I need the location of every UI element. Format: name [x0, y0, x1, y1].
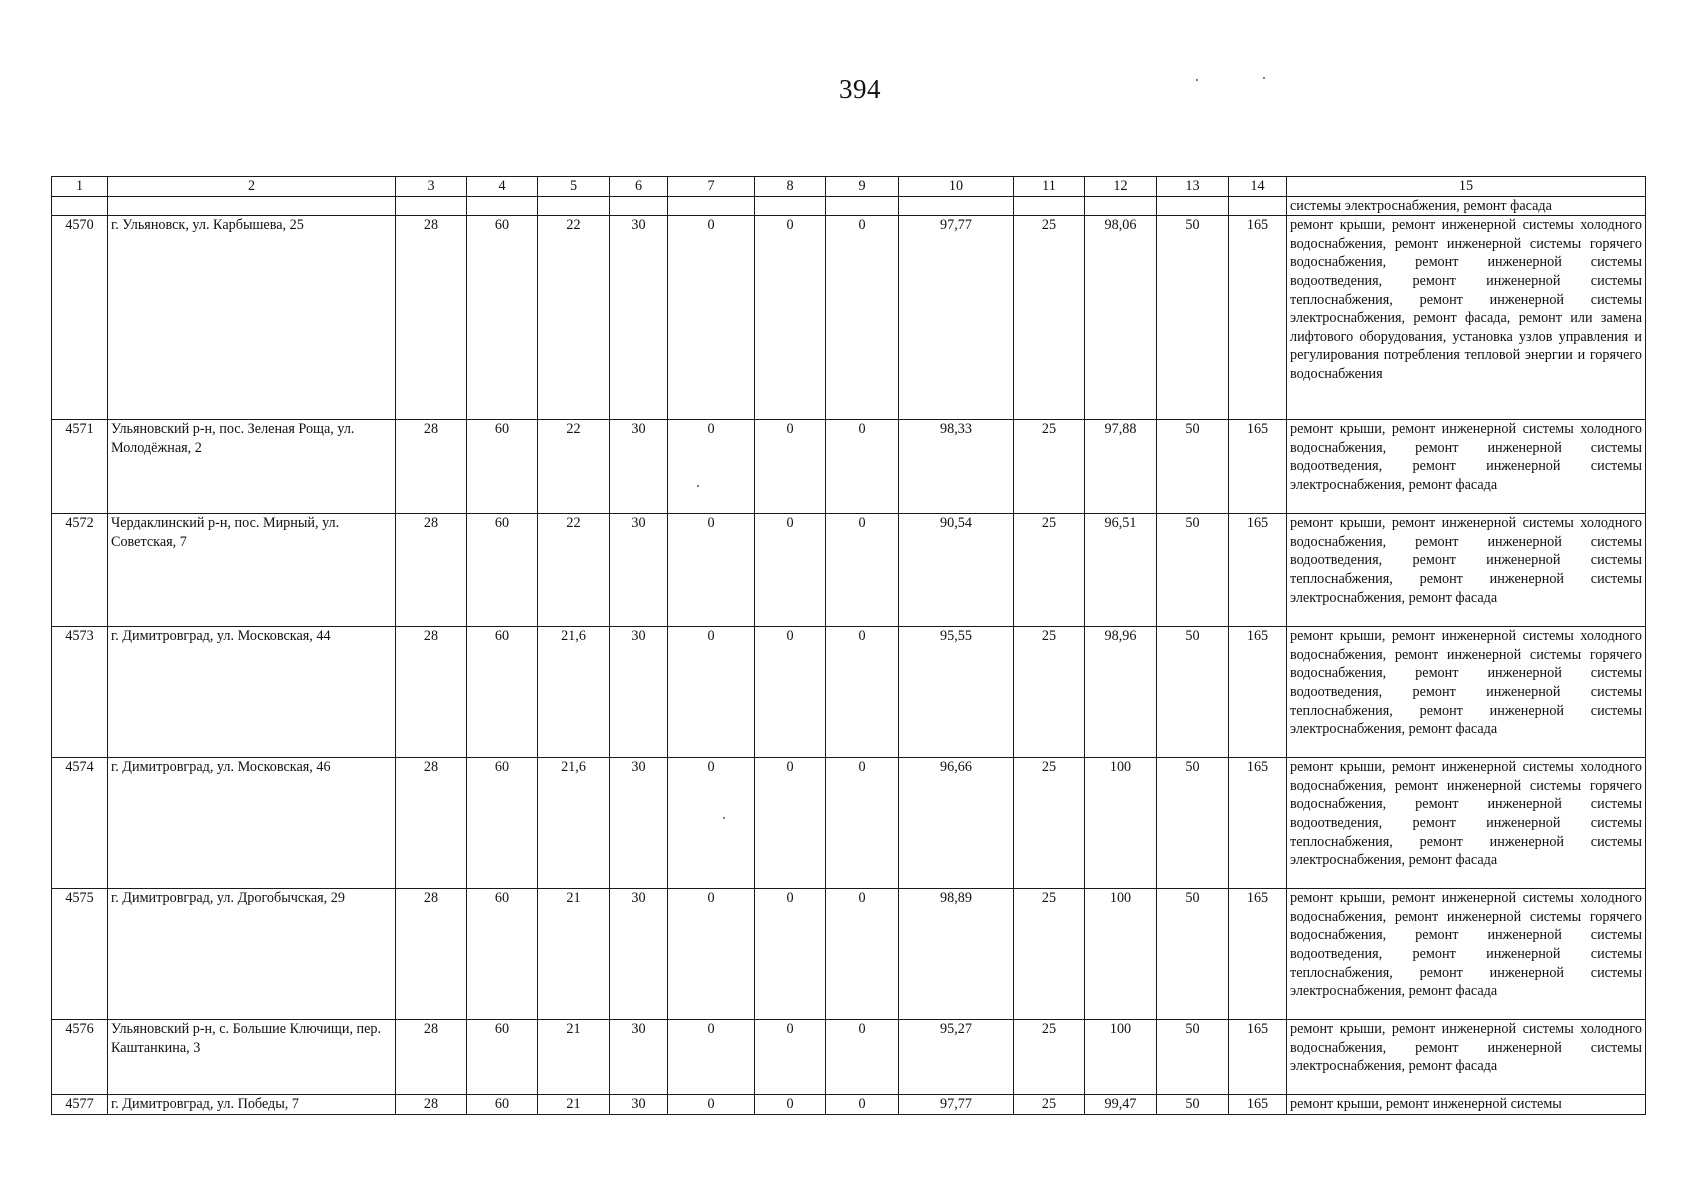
table-row	[52, 420, 1646, 514]
value-cell: 100	[1085, 758, 1157, 889]
table-row	[52, 1020, 1646, 1095]
value-cell: 25	[1014, 1095, 1085, 1115]
value-cell: 0	[668, 514, 755, 627]
value-cell: 0	[668, 627, 755, 758]
row-number-cell: 4571	[52, 420, 108, 514]
value-cell: 30	[610, 216, 668, 420]
value-cell: 0	[755, 514, 826, 627]
value-cell: 90,54	[899, 514, 1014, 627]
value-cell: 21	[538, 1095, 610, 1115]
value-cell: 25	[1014, 627, 1085, 758]
value-cell: 28	[396, 420, 467, 514]
value-cell: 28	[396, 1095, 467, 1115]
table-body	[52, 177, 1646, 1115]
value-cell: 96,51	[1085, 514, 1157, 627]
value-cell: 0	[755, 627, 826, 758]
value-cell: 50	[1157, 216, 1229, 420]
value-cell: 25	[1014, 514, 1085, 627]
scan-speck	[1263, 77, 1265, 79]
value-cell: 60	[467, 216, 538, 420]
value-cell: 28	[396, 889, 467, 1020]
works-cell: ремонт крыши, ремонт инженерной системы холодного водоснабжения, ремонт инженерной системы горячего водоснабжения, ремонт инженерной системы водоотведения, ремонт инженерной системы теплоснабжения, ремонт инженерной системы электроснабжения, ремонт фасада	[1287, 627, 1646, 758]
value-cell: 28	[396, 1020, 467, 1095]
table-row	[52, 216, 1646, 420]
value-cell: 96,66	[899, 758, 1014, 889]
value-cell: 30	[610, 758, 668, 889]
value-cell: 0	[755, 758, 826, 889]
value-cell: 97,77	[899, 1095, 1014, 1115]
column-header: 14	[1229, 177, 1287, 197]
address-cell: г. Ульяновск, ул. Карбышева, 25	[108, 216, 396, 420]
value-cell: 60	[467, 514, 538, 627]
value-cell: 0	[755, 420, 826, 514]
row-number-cell: 4574	[52, 758, 108, 889]
value-cell: 0	[668, 889, 755, 1020]
works-cell: ремонт крыши, ремонт инженерной системы холодного водоснабжения, ремонт инженерной системы горячего водоснабжения, ремонт инженерной системы водоотведения, ремонт инженерной системы теплоснабжения, ремонт инженерной системы электроснабжения, ремонт фасада, ремонт или замена лифтового оборудования, установка узлов управления и регулирования потребления тепловой энергии и горячего водоснабжения	[1287, 216, 1646, 420]
row-number-cell: 4570	[52, 216, 108, 420]
value-cell: 98,89	[899, 889, 1014, 1020]
column-header: 11	[1014, 177, 1085, 197]
value-cell: 165	[1229, 889, 1287, 1020]
value-cell: 25	[1014, 1020, 1085, 1095]
value-cell: 30	[610, 420, 668, 514]
value-cell: 98,06	[1085, 216, 1157, 420]
value-cell: 100	[1085, 1020, 1157, 1095]
value-cell: 60	[467, 420, 538, 514]
address-cell: Чердаклинский р-н, пос. Мирный, ул. Советская, 7	[108, 514, 396, 627]
value-cell: 95,55	[899, 627, 1014, 758]
value-cell: 21	[538, 1020, 610, 1095]
value-cell: 28	[396, 514, 467, 627]
value-cell: 30	[610, 627, 668, 758]
row-number-cell: 4576	[52, 1020, 108, 1095]
value-cell: 0	[668, 216, 755, 420]
value-cell: 165	[1229, 216, 1287, 420]
value-cell: 28	[396, 758, 467, 889]
column-number-row	[52, 177, 1646, 197]
value-cell: 0	[826, 1095, 899, 1115]
value-cell: 99,47	[1085, 1095, 1157, 1115]
value-cell: 0	[755, 1020, 826, 1095]
value-cell: 28	[396, 216, 467, 420]
value-cell: 100	[1085, 889, 1157, 1020]
value-cell: 98,33	[899, 420, 1014, 514]
column-header: 1	[52, 177, 108, 197]
value-cell: 0	[755, 1095, 826, 1115]
value-cell: 165	[1229, 1020, 1287, 1095]
address-cell: г. Димитровград, ул. Дрогобычская, 29	[108, 889, 396, 1020]
value-cell: 165	[1229, 420, 1287, 514]
page-number: 394	[839, 74, 881, 104]
value-cell: 50	[1157, 514, 1229, 627]
column-header: 8	[755, 177, 826, 197]
value-cell: 0	[826, 216, 899, 420]
value-cell: 60	[467, 889, 538, 1020]
column-header: 7	[668, 177, 755, 197]
value-cell: 60	[467, 1020, 538, 1095]
column-header: 10	[899, 177, 1014, 197]
value-cell: 30	[610, 514, 668, 627]
address-cell: Ульяновский р-н, пос. Зеленая Роща, ул. Молодёжная, 2	[108, 420, 396, 514]
value-cell: 60	[467, 1095, 538, 1115]
row-number-cell: 4573	[52, 627, 108, 758]
value-cell: 165	[1229, 758, 1287, 889]
column-header: 5	[538, 177, 610, 197]
works-cell: ремонт крыши, ремонт инженерной системы холодного водоснабжения, ремонт инженерной системы горячего водоснабжения, ремонт инженерной системы водоотведения, ремонт инженерной системы теплоснабжения, ремонт инженерной системы электроснабжения, ремонт фасада	[1287, 889, 1646, 1020]
value-cell: 28	[396, 627, 467, 758]
value-cell: 0	[826, 514, 899, 627]
table-row	[52, 889, 1646, 1020]
value-cell: 60	[467, 627, 538, 758]
works-cell: ремонт крыши, ремонт инженерной системы	[1287, 1095, 1646, 1115]
row-number-cell: 4575	[52, 889, 108, 1020]
address-cell: г. Димитровград, ул. Московская, 44	[108, 627, 396, 758]
value-cell: 0	[755, 889, 826, 1020]
value-cell: 95,27	[899, 1020, 1014, 1095]
value-cell: 25	[1014, 758, 1085, 889]
table-row	[52, 627, 1646, 758]
value-cell: 25	[1014, 889, 1085, 1020]
value-cell: 0	[826, 758, 899, 889]
value-cell: 21,6	[538, 627, 610, 758]
value-cell: 25	[1014, 420, 1085, 514]
table-row	[52, 758, 1646, 889]
row-number-cell: 4572	[52, 514, 108, 627]
value-cell: 0	[826, 627, 899, 758]
value-cell: 50	[1157, 420, 1229, 514]
column-header: 2	[108, 177, 396, 197]
works-cell: ремонт крыши, ремонт инженерной системы холодного водоснабжения, ремонт инженерной системы электроснабжения, ремонт фасада	[1287, 1020, 1646, 1095]
value-cell: 165	[1229, 627, 1287, 758]
value-cell: 22	[538, 514, 610, 627]
column-header: 6	[610, 177, 668, 197]
works-cell: ремонт крыши, ремонт инженерной системы холодного водоснабжения, ремонт инженерной системы водоотведения, ремонт инженерной системы теплоснабжения, ремонт инженерной системы электроснабжения, ремонт фасада	[1287, 514, 1646, 627]
value-cell: 25	[1014, 216, 1085, 420]
continuation-row	[52, 196, 1646, 216]
value-cell: 0	[826, 889, 899, 1020]
value-cell: 0	[826, 1020, 899, 1095]
value-cell: 50	[1157, 1095, 1229, 1115]
value-cell: 0	[668, 1095, 755, 1115]
column-header: 12	[1085, 177, 1157, 197]
value-cell: 22	[538, 216, 610, 420]
column-header: 13	[1157, 177, 1229, 197]
value-cell: 22	[538, 420, 610, 514]
value-cell: 0	[668, 758, 755, 889]
scan-speck	[1196, 79, 1198, 81]
table-row	[52, 514, 1646, 627]
value-cell: 165	[1229, 514, 1287, 627]
column-header: 9	[826, 177, 899, 197]
value-cell: 0	[668, 420, 755, 514]
value-cell: 0	[826, 420, 899, 514]
value-cell: 21,6	[538, 758, 610, 889]
value-cell: 50	[1157, 889, 1229, 1020]
value-cell: 0	[755, 216, 826, 420]
row-number-cell: 4577	[52, 1095, 108, 1115]
column-header: 15	[1287, 177, 1646, 197]
value-cell: 21	[538, 889, 610, 1020]
column-header: 4	[467, 177, 538, 197]
value-cell: 97,77	[899, 216, 1014, 420]
value-cell: 50	[1157, 627, 1229, 758]
works-cell: ремонт крыши, ремонт инженерной системы холодного водоснабжения, ремонт инженерной системы водоотведения, ремонт инженерной системы электроснабжения, ремонт фасада	[1287, 420, 1646, 514]
value-cell: 50	[1157, 1020, 1229, 1095]
value-cell: 0	[668, 1020, 755, 1095]
value-cell: 50	[1157, 758, 1229, 889]
address-cell: г. Димитровград, ул. Московская, 46	[108, 758, 396, 889]
works-cell: системы электроснабжения, ремонт фасада	[1287, 196, 1646, 216]
value-cell: 30	[610, 1095, 668, 1115]
address-cell: г. Димитровград, ул. Победы, 7	[108, 1095, 396, 1115]
value-cell: 97,88	[1085, 420, 1157, 514]
value-cell: 30	[610, 1020, 668, 1095]
value-cell: 60	[467, 758, 538, 889]
value-cell: 30	[610, 889, 668, 1020]
value-cell: 98,96	[1085, 627, 1157, 758]
table-row	[52, 1095, 1646, 1115]
address-cell: Ульяновский р-н, с. Большие Ключищи, пер. Каштанкина, 3	[108, 1020, 396, 1095]
value-cell: 165	[1229, 1095, 1287, 1115]
works-cell: ремонт крыши, ремонт инженерной системы холодного водоснабжения, ремонт инженерной системы горячего водоснабжения, ремонт инженерной системы водоотведения, ремонт инженерной системы теплоснабжения, ремонт инженерной системы электроснабжения, ремонт фасада	[1287, 758, 1646, 889]
column-header: 3	[396, 177, 467, 197]
register-table	[51, 176, 1646, 1115]
